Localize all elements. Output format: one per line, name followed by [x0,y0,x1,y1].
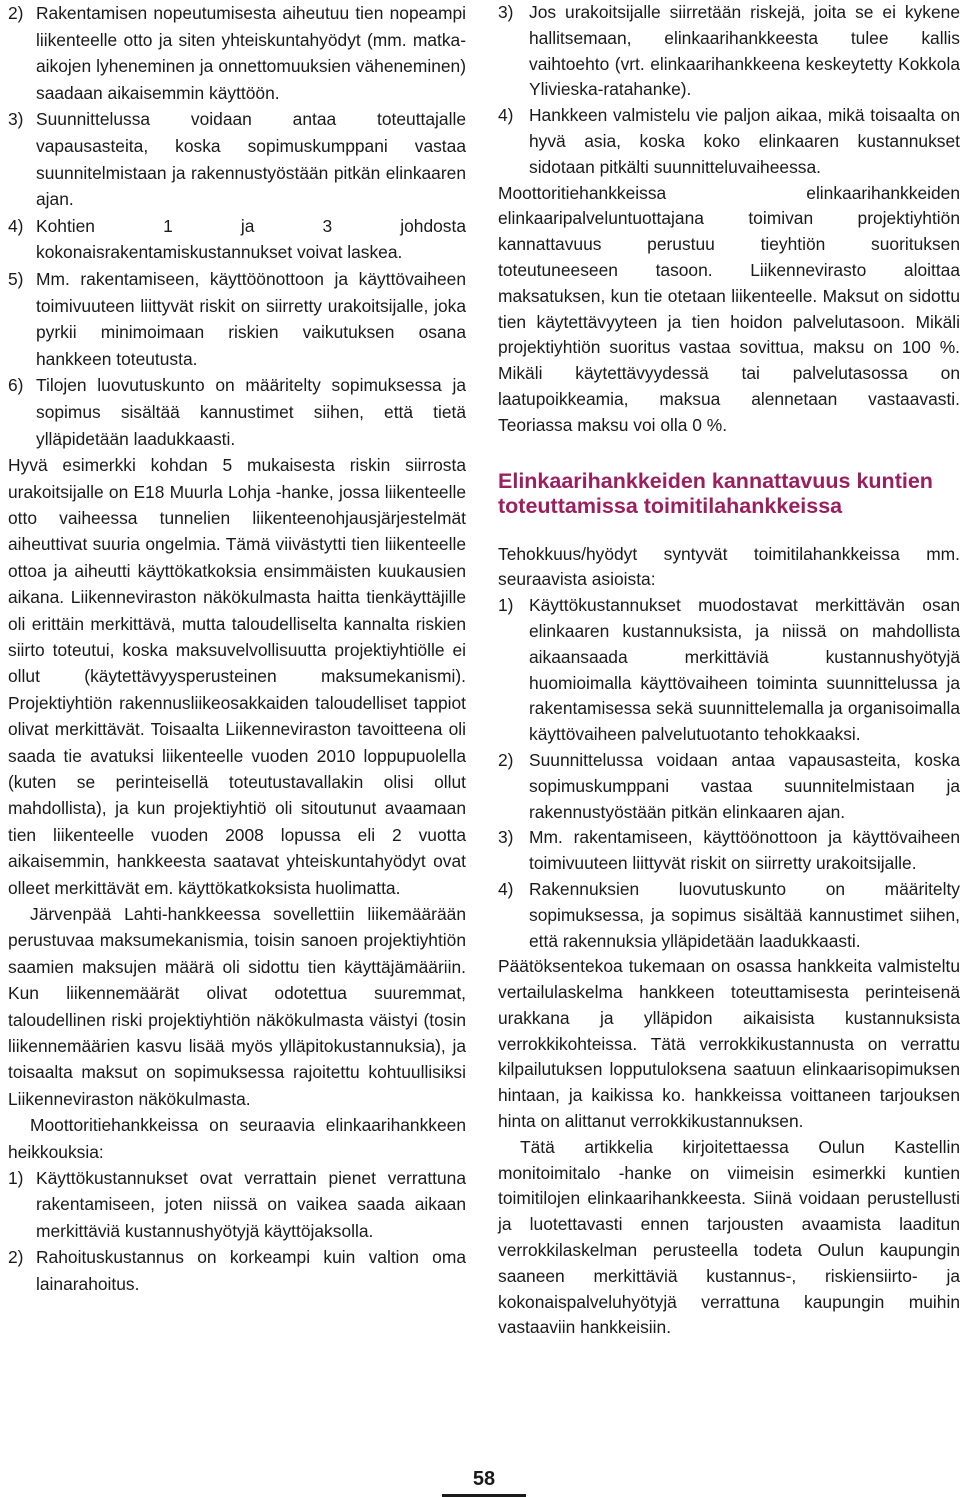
section-heading: Elinkaarihankkeiden kannattavuus kuntien toteuttamissa toimitilahankkeissa [498,468,933,519]
list-number: 3) [8,109,24,130]
list-number: 4) [498,878,514,899]
list-text: Rahoituskustannus on korkeampi kuin valtion oma lainarahoitus. [36,1247,466,1294]
list-text: Mm. rakentamiseen, käyttöönottoon ja käyttövaiheen toimivuuteen liittyvät riskit on siirretty urakoitsijalle. [529,827,960,874]
list-item [8,372,466,452]
list-item [498,877,960,954]
page-number: 58 [472,1468,496,1490]
paragraph-weaknesses-intro: Moottoritiehankkeissa on seuraavia elinkaarihankkeen heikkouksia: [8,1115,466,1162]
paragraph-motorway-profitability: Moottoritiehankkeissa elinkaarihankkeiden elinkaaripalveluntuottajana toimivan projektiyhtiön kannattavuus perustuu tieyhtiön suorituksen toteutuneeseen tasoon. Liikennevirasto aloittaa maksatuksen, kun tie otetaan liikenteelle. Maksut on sidottu tien käytettävyyteen ja tien hoidon palvelutasoon. Mikäli projektiyhtiön suoritus vastaa sovittua, maksu on 100 %. Mikäli käytettävyydessä tai palvelutasossa on laatupoikkeamia, maksua alennetaan vastaavasti. Teoriassa maksu voi olla 0 %. [498,182,960,435]
list-item [8,106,466,212]
list-number: 5) [8,268,24,289]
list-text: Mm. rakentamiseen, käyttöönottoon ja käyttövaiheen toimivuuteen liittyvät riskit on siirretty urakoitsijalle, joka pyrkii minimoimaan riskien vaikutuksen osana hankkeen toteutusta. [36,268,466,369]
list-number: 6) [8,375,24,396]
paragraph-benefits-intro: Tehokkuus/hyödyt syntyvät toimitilahankkeissa mm. seuraavista asioista: [498,543,960,590]
left-list-advantages [8,0,466,452]
list-number: 4) [8,215,24,236]
list-text: Suunnittelussa voidaan antaa toteuttajalle vapausasteita, koska sopimuskumppani vastaa suunnitelmistaan ja rakennustyöstään pitkän elinkaaren ajan. [36,109,466,210]
right-list-weaknesses-cont [498,0,960,181]
list-item [8,1165,466,1244]
left-column [8,0,466,1297]
list-text: Käyttökustannukset ovat verrattain pienet verrattuna rakentamiseen, joten niissä on vaikea saada aikaan merkittäviä kustannushyötyjä käyttöjaksolla. [36,1168,466,1241]
list-text: Tilojen luovutuskunto on määritelty sopimuksessa ja sopimus sisältää kannustimet siihen, että tietä ylläpidetään laadukkaasti. [36,375,466,449]
list-text: Rakennuksien luovutuskunto on määritelty sopimuksessa, ja sopimus sisältää kannustimet siihen, että rakennuksia ylläpidetään laadukkaasti. [529,878,960,951]
list-text: Kohtien 1 ja 3 johdosta kokonaisrakentamiskustannukset voivat laskea. [36,215,466,263]
list-item [498,825,960,877]
list-item [498,593,960,748]
list-number: 4) [498,105,514,126]
list-text: Rakentamisen nopeutumisesta aiheutuu tien nopeampi liikenteelle otto ja siten yhteiskuntahyödyt (mm. matka-aikojen lyheneminen ja onnettomuuksien väheneminen) saadaan aikaisemmin käyttöön. [36,3,466,103]
list-number: 2) [8,3,24,23]
list-number: 3) [498,2,514,22]
list-text: Hankkeen valmistelu vie paljon aikaa, mikä toisaalta on hyvä asia, koska koko elinkaaren kustannukset sidotaan pitkälti suunnitteluvaiheessa. [529,105,960,177]
list-item [8,0,466,106]
list-number: 2) [498,749,514,770]
paragraph-decision-support: Päätöksentekoa tukemaan on osassa hankkeita valmisteltu vertailulaskelma hankkeen toteuttamisesta perinteisenä urakkana ja ylläpidon aikaisista kustannuksista verrokkikohteissa. Tätä verrokkikustannusta on verrattu kilpailutuksen lopputuloksena saatuun elinkaarisopimuksen hintaan, ja kaikissa ko. hankkeissa voittaneen tarjouksen hinta on alittanut verrokkikustannuksen. [498,956,960,1132]
list-text: Käyttökustannukset muodostavat merkittävän osan elinkaaren kustannuksista, ja niissä on mahdollista aikaansaada merkittäviä kustannushyötyjä huomioimalla käyttövaiheen toiminta suunnittelussa ja rakentamisessa sekä suunnittelemalla ja organisoimalla käyttövaiheen palvelutuotanto tehokkaaksi. [529,595,960,745]
paragraph-oulu-example: Tätä artikkelia kirjoitettaessa Oulun Kastellin monitoimitalo -hanke on viimeisin esimerkki kuntien toimitilojen elinkaarihankkeesta. Siinä voidaan perustellusti ja luotettavasti ennen tarjousten avaamista laaditun verrokkilaskelman perusteella todeta Oulun kaupungin saaneen merkittäviä kustannus-, riskiensiirto- ja kokonaispalveluhyötyjä verrattuna kaupungin muihin vastaaviin hankkeisiin. [498,1136,960,1338]
left-list-weaknesses [8,1165,466,1297]
list-item [498,103,960,180]
paragraph-jarvenpaa-lahti: Järvenpää Lahti-hankkeessa sovellettiin liikemäärään perustuvaa maksumekanismia, toisin sanoen projektiyhtiön saamien maksujen määrä oli sidottu tien käyttäjämääriin. Kun liikennemäärät olivat odotettua suuremmat, taloudellinen riski projektiyhtiön näkökulmasta väistyi (tosin liikennemäärien kasvu lisää myös ylläpitokustannuksia), ja toisaalta maksut on sopimuksessa rajoitettu kohtuullisiksi Liikenneviraston näkökulmasta. [8,904,466,1109]
right-list-benefits [498,593,960,954]
list-text: Jos urakoitsijalle siirretään riskejä, joita se ei kykene hallitsemaan, elinkaarihankkeesta tulee kallis vaihtoehto (vrt. elinkaarihankkeena keskeytetty Kokkola Ylivieska-ratahanke). [529,2,960,100]
list-number: 1) [498,595,514,616]
list-item [498,748,960,825]
list-text: Suunnittelussa voidaan antaa vapausasteita, koska sopimuskumppani vastaa suunnitelmistaan ja rakennustyöstään pitkän elinkaaren ajan. [529,749,960,822]
list-item [498,0,960,103]
list-number: 1) [8,1168,24,1189]
list-number: 3) [498,827,514,848]
list-item [8,1244,466,1297]
paragraph-e18-example: Hyvä esimerkki kohdan 5 mukaisesta riskin siirrosta urakoitsijalle on E18 Muurla Lohja -hanke, jossa liikenteelle otto vaiheessa tunnelien liikenteenohjausjärjestelmät aiheuttivat suuria ongelmia. Tämä viivästytti tien liikenteelle ottoa ja aiheutti käyttökatkoksia ensimmäisten kuukausien aikana. Liikenneviraston näkökulmasta haitta tienkäyttäjille oli erittäin merkittävä, mutta taloudelliselta kannalta riskien siirto toteutui, koska maksuvelvollisuutta projektiyhtiölle ei ollut (käytettävyysperusteinen maksumekanismi). Projektiyhtiön rakennusliikeosakkaiden taloudelliset tappiot olivat merkittävät. Toisaalta Liikenneviraston tavoitteena oli saada tie avatuksi liikenteelle vuoden 2010 loppupuolella (kuten se perinteisellä toteutustavallakin olisi ollut mahdollista), ja kun projektiyhtiö oli sitoutunut avaamaan tien liikenteelle vuoden 2008 lopussa eli 2 vuotta aikaisemmin, hankkeesta saatavat yhteiskuntahyödyt ovat olleet merkittävät em. käyttökatkoksista huolimatta. [8,455,466,898]
right-column [498,0,960,1341]
list-item [8,213,466,266]
list-number: 2) [8,1247,24,1268]
list-item [8,266,466,372]
